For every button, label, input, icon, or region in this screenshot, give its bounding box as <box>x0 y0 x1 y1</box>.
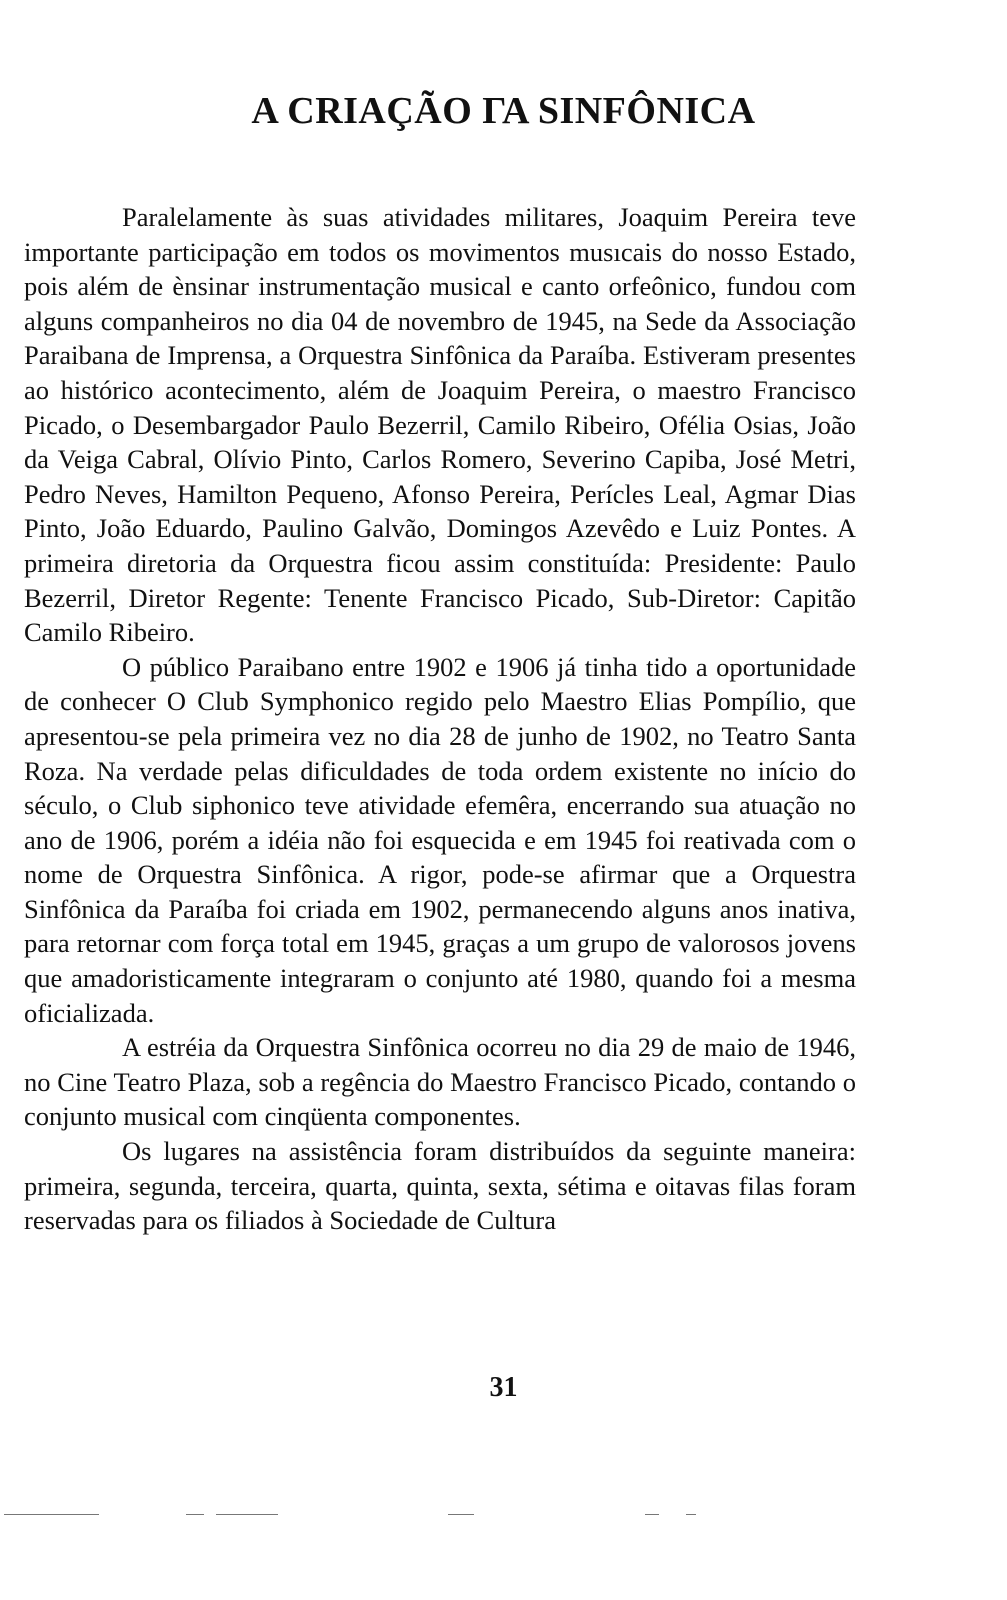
scan-artifact-segment <box>216 1514 278 1515</box>
scan-artifact-line <box>0 1514 1007 1516</box>
scan-artifact-segment <box>645 1514 659 1515</box>
page-number: 31 <box>489 1372 518 1403</box>
paragraph-2: O público Paraibano entre 1902 e 1906 já tinha tido a oportunidade de conhecer O Club Symphonico regido pelo Maestro Elias Pompílio, que apresentou-se pela primeira vez no dia 28 de junho de 1902, no Teatro Santa Roza. Na verdade pelas dificuldades de toda ordem existente no início do século, o Club siphonico teve atividade efemêra, encerrando sua atuação no ano de 1906, porém a idéia não foi esquecida e em 1945 foi reativada com o nome de Orquestra Sinfônica. A rigor, pode-se afirmar que a Orquestra Sinfônica da Paraíba foi criada em 1902, permanecendo alguns anos inativa, para retornar com força total em 1945, graças a um grupo de valorosos jovens que amadoristicamente integraram o conjunto até 1980, quando foi a mesma oficializada. <box>24 651 856 1028</box>
paragraph-3: A estréia da Orquestra Sinfônica ocorreu no dia 29 de maio de 1946, no Cine Teatro Plaza, sob a regência do Maestro Francisco Picado, contando o conjunto musical com cinqüenta componentes. <box>24 1032 856 1132</box>
paragraph-4: Os lugares na assistência foram distribuídos da seguinte maneira: primeira, segunda, terceira, quarta, quinta, sexta, sétima e oitavas filas foram reservadas para os filiados à Sociedade de Cultura <box>24 1136 856 1236</box>
paragraph-1: Paralelamente às suas atividades militares, Joaquim Pereira teve importante participação em todos os movimentos musıcais do nosso Estado, pois além de ènsinar instrumentação musical e canto orfeônico, fundou com alguns companheiros no dia 04 de novembro de 1945, na Sede da Associação Paraibana de Imprensa, a Orquestra Sinfônica da Paraíba. Estiveram presentes ao histórico acontecimento, além de Joaquim Pereira, o maestro Francisco Picado, o Desembargador Paulo Bezerril, Camilo Ribeiro, Ofélia Osias, João da Veiga Cabral, Olívio Pinto, Carlos Romero, Severino Capiba, José Metri, Pedro Neves, Hamilton Pequeno, Afonso Pereira, Perícles Leal, Agmar Dias Pinto, João Eduardo, Paulino Galvão, Domingos Azevêdo e Luiz Pontes. A primeira diretoria da Orquestra ficou assim constituída: Presidente: Paulo Bezerril, Diretor Regente: Tenente Francisco Picado, Sub-Diretor: Capitão Camilo Ribeiro. <box>24 202 856 648</box>
scan-artifact-segment <box>686 1514 696 1515</box>
body-text <box>24 200 856 1238</box>
chapter-title: A CRIAÇÃO ΓΑ SINFÔNICA <box>251 90 756 132</box>
scan-artifact-segment <box>4 1514 99 1515</box>
scan-artifact-segment <box>448 1514 474 1515</box>
scan-artifact-segment <box>186 1514 204 1515</box>
